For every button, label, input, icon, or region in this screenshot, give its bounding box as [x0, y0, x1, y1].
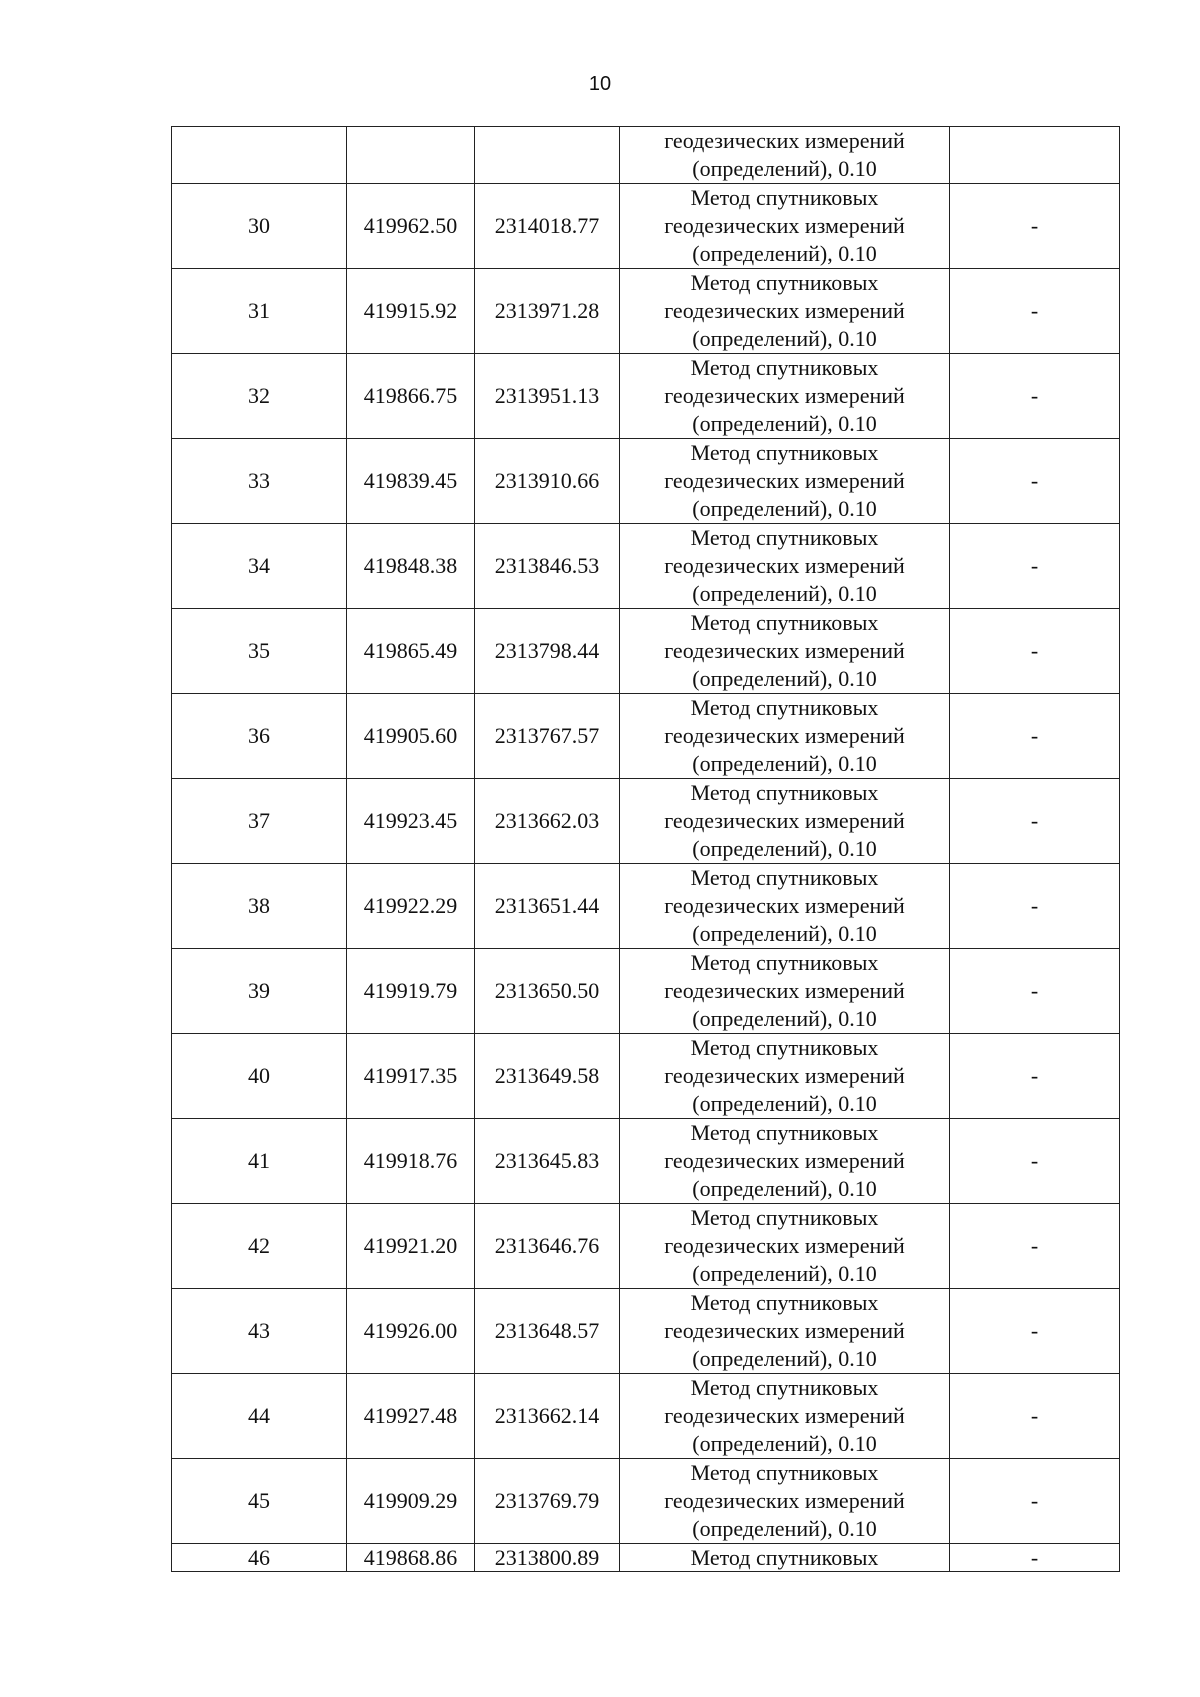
method-line: (определений), 0.10 — [692, 1516, 877, 1541]
method-cell — [620, 1204, 950, 1289]
y-coordinate-cell: 2313650.50 — [475, 949, 620, 1034]
method-line: (определений), 0.10 — [692, 751, 877, 776]
method-cell — [620, 1034, 950, 1119]
method-line: (определений), 0.10 — [692, 496, 877, 521]
x-coordinate-cell — [347, 127, 475, 184]
method-line: геодезических измерений — [664, 1403, 905, 1428]
y-coordinate-cell — [475, 127, 620, 184]
y-coordinate-cell: 2313646.76 — [475, 1204, 620, 1289]
point-number-cell: 40 — [172, 1034, 347, 1119]
method-line: геодезических измерений — [664, 383, 905, 408]
method-line: Метод спутниковых — [690, 1375, 879, 1400]
method-line: Метод спутниковых — [690, 270, 879, 295]
x-coordinate-cell: 419905.60 — [347, 694, 475, 779]
method-cell — [620, 1289, 950, 1374]
y-coordinate-cell: 2313767.57 — [475, 694, 620, 779]
method-line: геодезических измерений — [664, 978, 905, 1003]
x-coordinate-cell: 419866.75 — [347, 354, 475, 439]
note-cell — [950, 127, 1120, 184]
x-coordinate-cell: 419915.92 — [347, 269, 475, 354]
point-number-cell: 42 — [172, 1204, 347, 1289]
y-coordinate-cell: 2313951.13 — [475, 354, 620, 439]
method-line: Метод спутниковых — [690, 525, 879, 550]
method-line: геодезических измерений — [664, 1148, 905, 1173]
method-cell — [620, 949, 950, 1034]
method-cell — [620, 184, 950, 269]
method-line: Метод спутниковых — [690, 1460, 879, 1485]
method-line: Метод спутниковых — [690, 1120, 879, 1145]
y-coordinate-cell: 2313649.58 — [475, 1034, 620, 1119]
method-line: геодезических измерений — [664, 213, 905, 238]
method-line: геодезических измерений — [664, 1063, 905, 1088]
y-coordinate-cell: 2313910.66 — [475, 439, 620, 524]
table-row — [172, 354, 1120, 439]
method-line: Метод спутниковых — [690, 1035, 879, 1060]
method-cell — [620, 439, 950, 524]
method-line: (определений), 0.10 — [692, 1431, 877, 1456]
y-coordinate-cell: 2313846.53 — [475, 524, 620, 609]
x-coordinate-cell: 419923.45 — [347, 779, 475, 864]
table-row — [172, 949, 1120, 1034]
note-cell: - — [950, 269, 1120, 354]
point-number-cell: 37 — [172, 779, 347, 864]
y-coordinate-cell: 2313648.57 — [475, 1289, 620, 1374]
x-coordinate-cell: 419917.35 — [347, 1034, 475, 1119]
point-number-cell: 36 — [172, 694, 347, 779]
x-coordinate-cell: 419909.29 — [347, 1459, 475, 1544]
table-row — [172, 1289, 1120, 1374]
point-number-cell: 30 — [172, 184, 347, 269]
method-line: Метод спутниковых — [690, 950, 879, 975]
table-row — [172, 1204, 1120, 1289]
y-coordinate-cell: 2313645.83 — [475, 1119, 620, 1204]
method-line: Метод спутниковых — [690, 1205, 879, 1230]
point-number-cell: 34 — [172, 524, 347, 609]
x-coordinate-cell: 419839.45 — [347, 439, 475, 524]
method-line: (определений), 0.10 — [692, 1091, 877, 1116]
method-line: (определений), 0.10 — [692, 1261, 877, 1286]
point-number-cell: 43 — [172, 1289, 347, 1374]
method-line: (определений), 0.10 — [692, 156, 877, 181]
point-number-cell — [172, 127, 347, 184]
note-cell: - — [950, 609, 1120, 694]
method-line: геодезических измерений — [664, 298, 905, 323]
table-row — [172, 609, 1120, 694]
table-row — [172, 1374, 1120, 1459]
note-cell: - — [950, 354, 1120, 439]
method-line: Метод спутниковых — [690, 610, 879, 635]
method-line: геодезических измерений — [664, 638, 905, 663]
table-row — [172, 694, 1120, 779]
y-coordinate-cell: 2313798.44 — [475, 609, 620, 694]
table-row — [172, 1034, 1120, 1119]
method-line: (определений), 0.10 — [692, 1346, 877, 1371]
method-cell — [620, 864, 950, 949]
method-cell — [620, 524, 950, 609]
method-line: (определений), 0.10 — [692, 241, 877, 266]
method-line: геодезических измерений — [664, 553, 905, 578]
method-line: геодезических измерений — [664, 1488, 905, 1513]
note-cell: - — [950, 1204, 1120, 1289]
method-cell — [620, 694, 950, 779]
page-number: 10 — [588, 73, 612, 95]
table-row — [172, 439, 1120, 524]
method-cell — [620, 779, 950, 864]
method-line: Метод спутниковых — [690, 440, 879, 465]
y-coordinate-cell: 2313971.28 — [475, 269, 620, 354]
note-cell: - — [950, 694, 1120, 779]
method-line: (определений), 0.10 — [692, 666, 877, 691]
method-cell — [620, 1374, 950, 1459]
note-cell: - — [950, 1119, 1120, 1204]
x-coordinate-cell: 419962.50 — [347, 184, 475, 269]
method-line: геодезических измерений — [664, 468, 905, 493]
point-number-cell: 33 — [172, 439, 347, 524]
method-line: Метод спутниковых — [690, 1544, 879, 1570]
method-line: геодезических измерений — [664, 808, 905, 833]
method-cell — [620, 1119, 950, 1204]
table-row — [172, 1119, 1120, 1204]
table-row — [172, 1459, 1120, 1544]
x-coordinate-cell: 419868.86 — [347, 1544, 475, 1572]
x-coordinate-cell: 419921.20 — [347, 1204, 475, 1289]
method-line: (определений), 0.10 — [692, 1006, 877, 1031]
point-number-cell: 46 — [172, 1544, 347, 1572]
table-row — [172, 779, 1120, 864]
x-coordinate-cell: 419927.48 — [347, 1374, 475, 1459]
x-coordinate-cell: 419918.76 — [347, 1119, 475, 1204]
method-line: (определений), 0.10 — [692, 411, 877, 436]
y-coordinate-cell: 2313662.14 — [475, 1374, 620, 1459]
method-line: (определений), 0.10 — [692, 921, 877, 946]
x-coordinate-cell: 419926.00 — [347, 1289, 475, 1374]
method-cell — [620, 609, 950, 694]
point-number-cell: 44 — [172, 1374, 347, 1459]
method-line: (определений), 0.10 — [692, 1176, 877, 1201]
table-row — [172, 524, 1120, 609]
method-line: Метод спутниковых — [690, 780, 879, 805]
table-row — [172, 864, 1120, 949]
y-coordinate-cell: 2313800.89 — [475, 1544, 620, 1572]
method-cell — [620, 1544, 950, 1572]
note-cell: - — [950, 439, 1120, 524]
note-cell: - — [950, 1459, 1120, 1544]
note-cell: - — [950, 864, 1120, 949]
method-line: Метод спутниковых — [690, 865, 879, 890]
point-number-cell: 39 — [172, 949, 347, 1034]
note-cell: - — [950, 524, 1120, 609]
point-number-cell: 38 — [172, 864, 347, 949]
method-cell — [620, 354, 950, 439]
note-cell: - — [950, 1374, 1120, 1459]
y-coordinate-cell: 2313651.44 — [475, 864, 620, 949]
coordinates-table — [171, 126, 1120, 1572]
table-row — [172, 184, 1120, 269]
note-cell: - — [950, 949, 1120, 1034]
method-line: Метод спутниковых — [690, 1290, 879, 1315]
note-cell: - — [950, 184, 1120, 269]
method-line: (определений), 0.10 — [692, 581, 877, 606]
point-number-cell: 32 — [172, 354, 347, 439]
method-line: Метод спутниковых — [690, 355, 879, 380]
method-line: геодезических измерений — [664, 1233, 905, 1258]
point-number-cell: 45 — [172, 1459, 347, 1544]
method-line: геодезических измерений — [664, 128, 905, 153]
method-line: геодезических измерений — [664, 1318, 905, 1343]
y-coordinate-cell: 2313769.79 — [475, 1459, 620, 1544]
y-coordinate-cell: 2313662.03 — [475, 779, 620, 864]
method-line: Метод спутниковых — [690, 185, 879, 210]
table-row — [172, 269, 1120, 354]
x-coordinate-cell: 419922.29 — [347, 864, 475, 949]
method-cell — [620, 269, 950, 354]
note-cell: - — [950, 1289, 1120, 1374]
y-coordinate-cell: 2314018.77 — [475, 184, 620, 269]
method-cell — [620, 1459, 950, 1544]
point-number-cell: 35 — [172, 609, 347, 694]
method-line: геодезических измерений — [664, 893, 905, 918]
note-cell: - — [950, 779, 1120, 864]
note-cell: - — [950, 1034, 1120, 1119]
method-cell — [620, 127, 950, 184]
coordinates-table-body — [172, 127, 1120, 1572]
table-row — [172, 1544, 1120, 1572]
point-number-cell: 31 — [172, 269, 347, 354]
x-coordinate-cell: 419865.49 — [347, 609, 475, 694]
point-number-cell: 41 — [172, 1119, 347, 1204]
note-cell: - — [950, 1544, 1120, 1572]
x-coordinate-cell: 419848.38 — [347, 524, 475, 609]
table-row-continued — [172, 127, 1120, 184]
method-line: геодезических измерений — [664, 723, 905, 748]
x-coordinate-cell: 419919.79 — [347, 949, 475, 1034]
method-line: (определений), 0.10 — [692, 836, 877, 861]
method-line: Метод спутниковых — [690, 695, 879, 720]
method-line: (определений), 0.10 — [692, 326, 877, 351]
